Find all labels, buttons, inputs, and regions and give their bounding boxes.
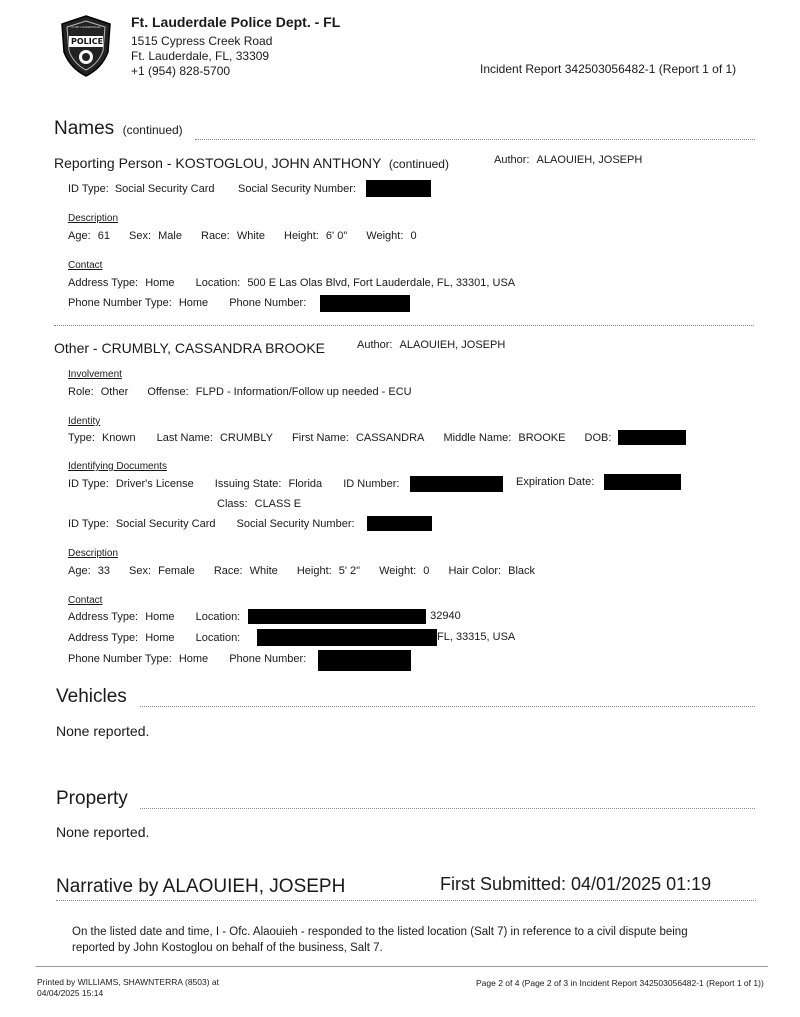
sex-value: Male <box>158 230 182 242</box>
narrative-submitted: First Submitted: 04/01/2025 01:19 <box>440 874 712 894</box>
reporting-author <box>494 154 642 166</box>
author-label: Author: <box>494 154 530 166</box>
other-author <box>357 339 505 351</box>
ssn-row <box>68 518 355 530</box>
address-type-label: Address Type: <box>68 611 139 623</box>
property-text: None reported. <box>56 824 150 840</box>
height-label: Height: <box>284 230 319 242</box>
author-value: ALAOUIEH, JOSEPH <box>536 154 643 166</box>
issuing-state-value: Florida <box>288 478 323 490</box>
reporting-address-row <box>68 277 515 289</box>
location-label: Location: <box>195 611 241 623</box>
address-1-tail: , 32940 <box>424 610 461 622</box>
author-label: Author: <box>357 339 393 351</box>
ssn-type-label: ID Type: <box>68 518 109 530</box>
page-number: Page 2 of 4 (Page 2 of 3 in Incident Report 342503056482-1 (Report 1 of 1)) <box>476 978 764 988</box>
involvement-label: Involvement <box>68 369 122 380</box>
other-address-row-2 <box>68 632 240 644</box>
identity-label: Identity <box>68 416 101 427</box>
sex-label: Sex: <box>129 565 152 577</box>
race-label: Race: <box>213 565 243 577</box>
narrative-divider <box>56 900 756 901</box>
height-value: 6' 0" <box>325 230 348 242</box>
type-label: Type: <box>68 432 95 444</box>
location-label: Location: <box>195 632 241 644</box>
department-name: Ft. Lauderdale Police Dept. - FL <box>131 14 341 30</box>
role-value: Other <box>100 386 129 398</box>
reporting-divider <box>54 325 754 326</box>
reporting-person-heading <box>54 155 449 171</box>
class-value: CLASS E <box>254 498 302 510</box>
last-name-value: CRUMBLY <box>219 432 273 444</box>
address-type-label: Address Type: <box>68 632 139 644</box>
names-title-text: Names <box>54 118 115 139</box>
redacted-dob <box>618 430 686 445</box>
police-badge <box>58 14 114 78</box>
reporting-id-row <box>68 183 214 195</box>
dob-label: DOB: <box>584 432 612 444</box>
id-type-label: ID Type: <box>68 183 109 195</box>
sex-value: Female <box>158 565 195 577</box>
ssn-type-value: Social Security Card <box>115 518 216 530</box>
age-value: 33 <box>97 565 110 577</box>
narrative-title: Narrative by ALAOUIEH, JOSEPH <box>56 876 346 897</box>
weight-label: Weight: <box>379 565 417 577</box>
phone-label: Phone Number: <box>229 653 307 665</box>
weight-label: Weight: <box>366 230 404 242</box>
vehicles-divider <box>140 706 755 707</box>
sex-label: Sex: <box>129 230 152 242</box>
phone-type-label: Phone Number Type: <box>68 297 172 309</box>
age-value: 61 <box>97 230 110 242</box>
other-phone-row <box>68 653 306 665</box>
redacted-phone <box>320 295 410 312</box>
ssn-label: Social Security Number: <box>236 518 355 530</box>
reporting-ssn-label: Social Security Number: <box>238 183 356 195</box>
hair-color-value: Black <box>508 565 536 577</box>
address-type-value: Home <box>145 277 175 289</box>
other-address-row-1 <box>68 611 240 623</box>
phone-label: Phone Number: <box>229 297 307 309</box>
names-divider <box>195 139 755 140</box>
printed-at: 04/04/2025 15:14 <box>37 988 104 998</box>
class-row <box>217 498 301 510</box>
id-number-label: ID Number: <box>343 478 400 490</box>
license-row <box>68 478 399 490</box>
redacted-address-2 <box>257 629 437 646</box>
location-label: Location: <box>195 277 241 289</box>
other-contact-label: Contact <box>68 595 103 606</box>
first-name-label: First Name: <box>292 432 349 444</box>
reporting-contact-label: Contact <box>68 260 103 271</box>
age-label: Age: <box>68 565 91 577</box>
doc-type-value: Driver's License <box>115 478 194 490</box>
offense-value: FLPD - Information/Follow up needed - ECU <box>195 386 412 398</box>
vehicles-title: Vehicles <box>56 686 127 707</box>
department-street: 1515 Cypress Creek Road <box>131 34 273 48</box>
redacted-ssn-other <box>367 516 432 531</box>
badge-icon <box>58 14 114 78</box>
issuing-state-label: Issuing State: <box>214 478 282 490</box>
other-description-label: Description <box>68 548 119 559</box>
first-name-value: CASSANDRA <box>355 432 425 444</box>
weight-value: 0 <box>410 230 417 242</box>
age-label: Age: <box>68 230 91 242</box>
identity-row <box>68 432 611 444</box>
middle-name-label: Middle Name: <box>443 432 512 444</box>
redacted-address-1 <box>248 609 426 624</box>
id-type-value: Social Security Card <box>114 183 215 195</box>
other-person-heading: Other - CRUMBLY, CASSANDRA BROOKE <box>54 340 325 356</box>
offense-label: Offense: <box>147 386 189 398</box>
author-value: ALAOUIEH, JOSEPH <box>399 339 506 351</box>
narrative-line-1: On the listed date and time, I - Ofc. Alaouieh - responded to the listed location (Salt 7) in reference to a civil dispute being <box>72 926 688 938</box>
department-city: Ft. Lauderdale, FL, 33309 <box>131 49 270 63</box>
other-description-row <box>68 565 535 577</box>
address-2-tail: FL, 33315, USA <box>437 631 516 643</box>
type-value: Known <box>101 432 136 444</box>
location-value: 500 E Las Olas Blvd, Fort Lauderdale, FL, 33301, USA <box>247 277 516 289</box>
address-type-label: Address Type: <box>68 277 139 289</box>
involvement-row <box>68 386 412 398</box>
vehicles-text: None reported. <box>56 723 150 739</box>
weight-value: 0 <box>423 565 430 577</box>
height-label: Height: <box>296 565 332 577</box>
reporting-continued: (continued) <box>388 157 449 171</box>
expiration-label: Expiration Date: <box>516 476 595 488</box>
names-title <box>54 118 183 140</box>
role-label: Role: <box>68 386 94 398</box>
height-value: 5' 2" <box>338 565 361 577</box>
middle-name-value: BROOKE <box>518 432 566 444</box>
reporting-phone-row <box>68 297 306 309</box>
department-phone: +1 (954) 828-5700 <box>131 64 231 78</box>
property-title: Property <box>56 788 128 809</box>
phone-type-label: Phone Number Type: <box>68 653 172 665</box>
printed-by: Printed by WILLIAMS, SHAWNTERRA (8503) at <box>37 977 220 987</box>
address-type-value: Home <box>145 611 175 623</box>
narrative-line-2: reported by John Kostoglou on behalf of the business, Salt 7. <box>72 942 383 954</box>
badge-ring-text: FORT LAUDERDALE <box>71 25 101 29</box>
names-continued: (continued) <box>122 123 183 137</box>
phone-type-value: Home <box>178 653 209 665</box>
address-type-value: Home <box>145 632 175 644</box>
race-label: Race: <box>201 230 230 242</box>
redacted-phone-other <box>318 650 411 671</box>
hair-color-label: Hair Color: <box>448 565 502 577</box>
property-divider <box>140 808 755 809</box>
race-value: White <box>236 230 265 242</box>
redacted-id-number <box>410 476 503 492</box>
doc-type-label: ID Type: <box>68 478 109 490</box>
redacted-ssn <box>366 180 431 197</box>
redacted-expiration <box>604 474 681 490</box>
last-name-label: Last Name: <box>156 432 213 444</box>
reporting-description-row <box>68 230 417 242</box>
badge-text: POLICE <box>71 37 104 46</box>
reporting-description-label: Description <box>68 213 119 224</box>
reporting-person-name: Reporting Person - KOSTOGLOU, JOHN ANTHONY <box>54 155 382 171</box>
report-number: Incident Report 342503056482-1 (Report 1 of 1) <box>480 62 737 76</box>
class-label: Class: <box>217 498 248 510</box>
race-value: White <box>249 565 278 577</box>
footer-divider <box>36 966 768 967</box>
identifying-documents-label: Identifying Documents <box>68 461 167 472</box>
phone-type-value: Home <box>178 297 209 309</box>
